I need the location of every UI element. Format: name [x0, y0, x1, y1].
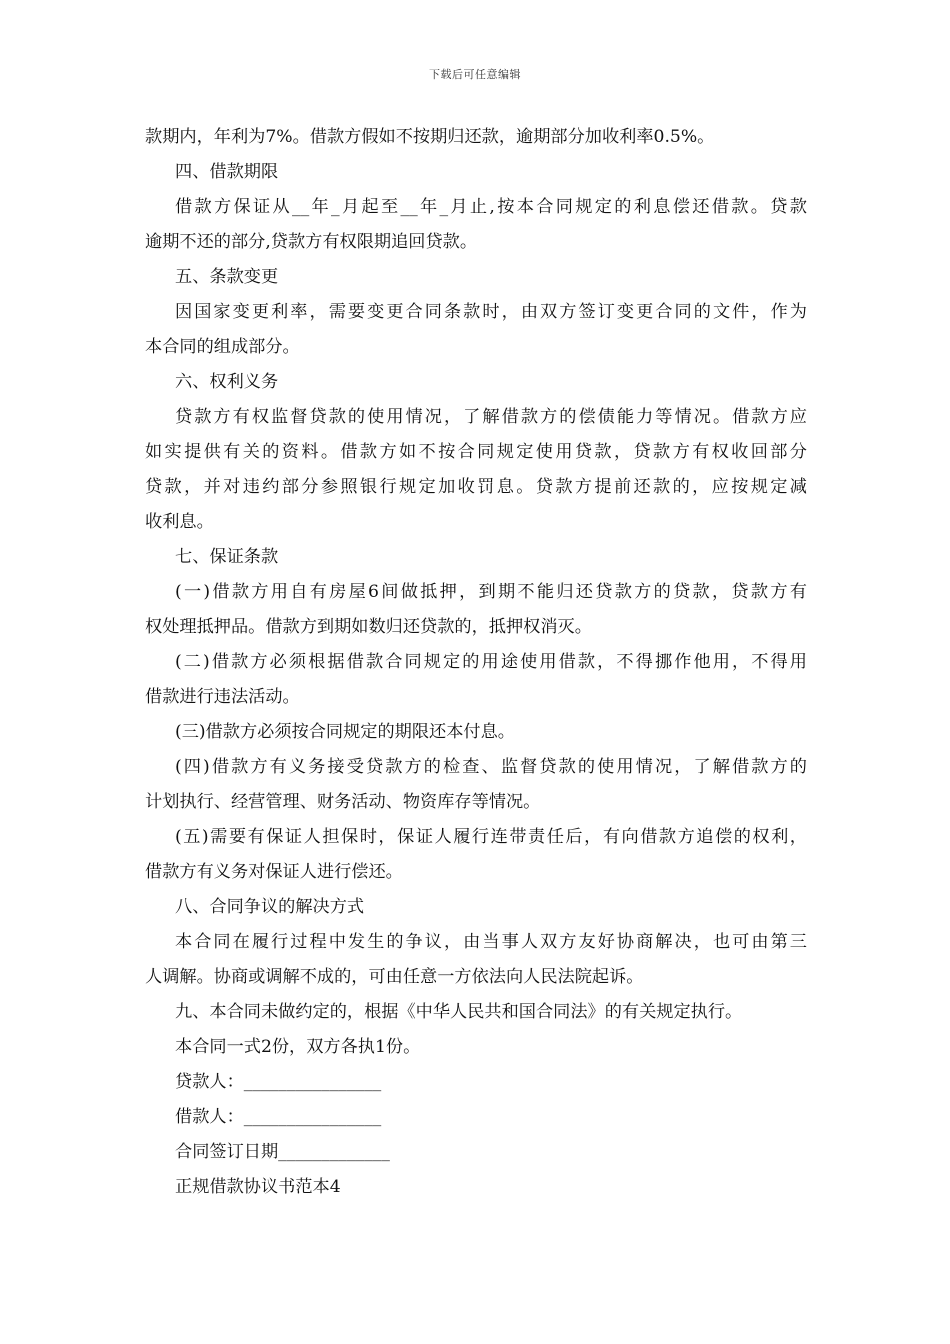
text-line: 款期内，年利为7%。借款方假如不按期归还款，逾期部分加收利率0.5%。: [145, 127, 715, 147]
text-line: 人调解。协商或调解不成的，可由任意一方依法向人民法院起诉。: [145, 967, 644, 987]
section-heading-next: 正规借款协议书范本4: [175, 1177, 341, 1197]
text-line: 借款方有义务对保证人进行偿还。: [145, 862, 403, 882]
text-line: (三)借款方必须按合同规定的期限还本付息。: [175, 722, 515, 742]
text-line: 如实提供有关的资料。借款方如不按合同规定使用贷款，贷款方有权收回部分: [145, 442, 807, 462]
text-line: 计划执行、经营管理、财务活动、物资库存等情况。: [145, 792, 541, 812]
text-line: 贷款方有权监督贷款的使用情况，了解借款方的偿债能力等情况。借款方应: [175, 407, 807, 427]
text-line: (一)借款方用自有房屋6间做抵押，到期不能归还贷款方的贷款，贷款方有: [175, 582, 807, 602]
text-line: 九、本合同未做约定的，根据《中华人民共和国合同法》的有关规定执行。: [175, 1002, 743, 1022]
text-line: 四、借款期限: [175, 162, 279, 182]
text-line: 贷款，并对违约部分参照银行规定加收罚息。贷款方提前还款的，应按规定减: [145, 477, 807, 497]
signature-line-lender: 贷款人：________________: [175, 1072, 382, 1092]
text-line: 逾期不还的部分,贷款方有权限期追回贷款。: [145, 232, 478, 252]
text-line: 六、权利义务: [175, 372, 279, 392]
text-line: 因国家变更利率，需要变更合同条款时，由双方签订变更合同的文件，作为: [175, 302, 807, 322]
text-line: 借款方保证从__年_月起至__年_月止,按本合同规定的利息偿还借款。贷款: [175, 197, 807, 217]
document-body: [145, 120, 807, 1205]
text-line: 五、条款变更: [175, 267, 279, 287]
signature-line-date: 合同签订日期_____________: [175, 1142, 390, 1162]
text-line: (四)借款方有义务接受贷款方的检查、监督贷款的使用情况，了解借款方的: [175, 757, 807, 777]
signature-line-borrower: 借款人：________________: [175, 1107, 382, 1127]
text-line: (二)借款方必须根据借款合同规定的用途使用借款，不得挪作他用，不得用: [175, 652, 807, 672]
text-line: 七、保证条款: [175, 547, 279, 567]
text-line: 借款进行违法活动。: [145, 687, 300, 707]
text-line: 本合同在履行过程中发生的争议，由当事人双方友好协商解决，也可由第三: [175, 932, 807, 952]
text-line: 权处理抵押品。借款方到期如数归还贷款的，抵押权消灭。: [145, 617, 592, 637]
text-line: 八、合同争议的解决方式: [175, 897, 365, 917]
text-line: 本合同的组成部分。: [145, 337, 300, 357]
page-header: 下载后可任意编辑: [429, 68, 521, 81]
text-line: (五)需要有保证人担保时，保证人履行连带责任后，有向借款方追偿的权利，: [175, 827, 807, 847]
text-line: 本合同一式2份，双方各执1份。: [175, 1037, 421, 1057]
text-line: 收利息。: [145, 512, 214, 532]
